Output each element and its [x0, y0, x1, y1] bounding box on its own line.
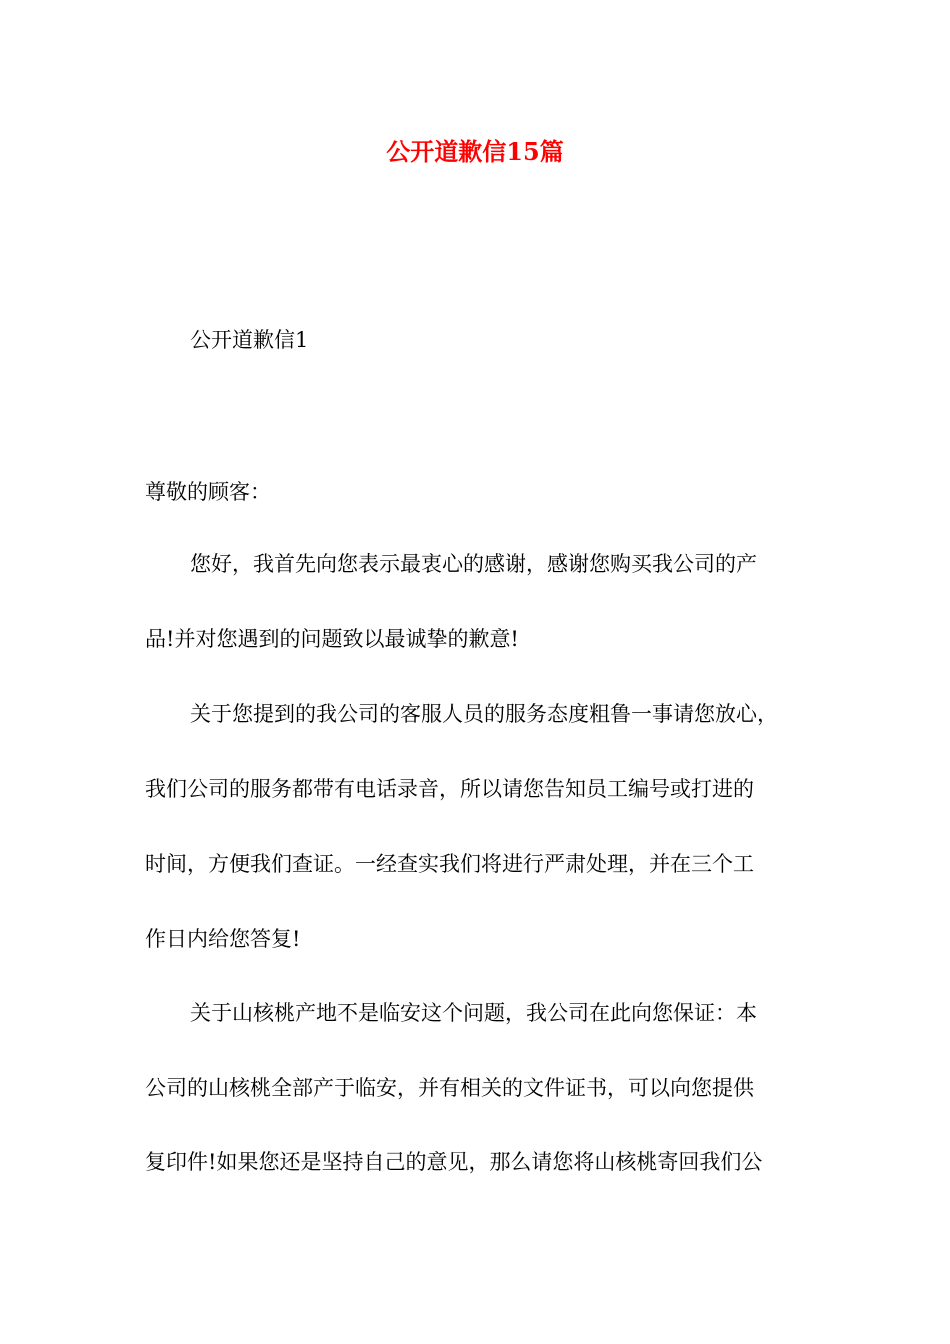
document-title: 公开道歉信15篇: [386, 137, 564, 166]
body-line: 关于山核桃产地不是临安这个问题，我公司在此向您保证：本: [190, 1001, 757, 1025]
body-line: 您好，我首先向您表示最衷心的感谢，感谢您购买我公司的产: [190, 552, 757, 576]
section-heading: 公开道歉信1: [190, 328, 309, 352]
body-line: 关于您提到的我公司的客服人员的服务态度粗鲁一事请您放心，: [190, 702, 778, 726]
body-line: 复印件!如果您还是坚持自己的意见，那么请您将山核桃寄回我们公: [145, 1150, 763, 1174]
body-line: 品!并对您遇到的问题致以最诚挚的歉意!: [145, 627, 519, 651]
salutation: 尊敬的顾客：: [145, 480, 271, 504]
body-line: 公司的山核桃全部产于临安，并有相关的文件证书，可以向您提供: [145, 1076, 754, 1100]
body-line: 作日内给您答复!: [145, 927, 301, 951]
body-line: 时间，方便我们查证。一经查实我们将进行严肃处理，并在三个工: [145, 852, 754, 876]
body-line: 我们公司的服务都带有电话录音，所以请您告知员工编号或打进的: [145, 777, 754, 801]
